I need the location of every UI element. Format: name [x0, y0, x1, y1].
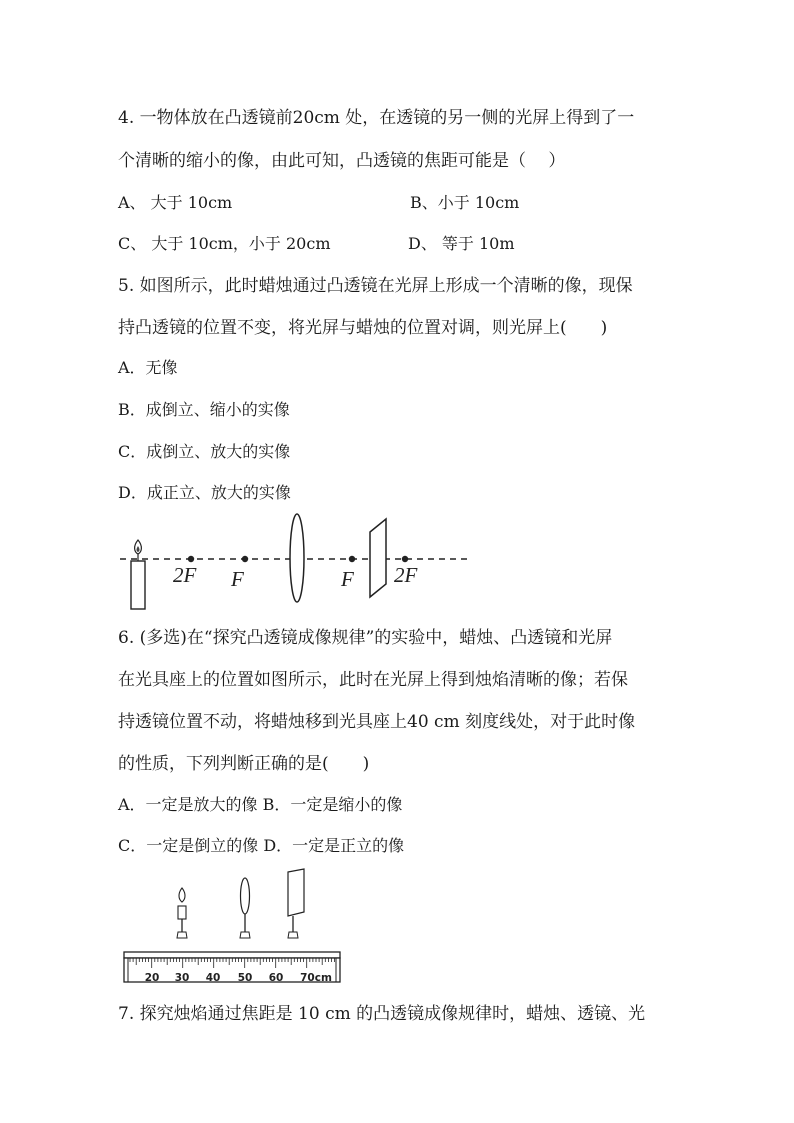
- focal-point-2f-left: [188, 556, 194, 562]
- label-2f-left: 2F: [173, 563, 197, 587]
- focal-point-f-right: [349, 556, 355, 562]
- ruler-tick-60: 60: [268, 972, 284, 984]
- label-f-left: F: [231, 567, 244, 591]
- ruler-tick-20: 20: [144, 972, 160, 984]
- focal-point-f-left: [242, 556, 248, 562]
- q4-stem-line2: 个清晰的缩小的像，由此可知，凸透镜的焦距可能是（ ）: [118, 151, 566, 171]
- candle-icon: [131, 540, 145, 609]
- focal-point-2f-right: [402, 556, 408, 562]
- q4-option-c: C、 大于 10cm，小于 20cm: [118, 234, 331, 253]
- q6-options-ab: A．一定是放大的像 B．一定是缩小的像: [118, 795, 403, 814]
- q4-option-b: B、小于 10cm: [410, 193, 520, 212]
- ruler-tick-30: 30: [174, 972, 190, 984]
- q5-stem-line2: 持凸透镜的位置不变，将光屏与蜡烛的位置对调，则光屏上( ): [118, 318, 608, 338]
- q5-option-a: A．无像: [118, 358, 178, 377]
- convex-lens-icon: [290, 514, 304, 602]
- q5-lens-diagram: [120, 512, 480, 612]
- q5-option-b: B．成倒立、缩小的实像: [118, 400, 290, 419]
- label-f-right: F: [341, 567, 354, 591]
- ruler-tick-40: 40: [205, 972, 221, 984]
- q4-stem-line1: 4. 一物体放在凸透镜前20cm 处，在透镜的另一侧的光屏上得到了一: [118, 108, 635, 128]
- q6-options-cd: C．一定是倒立的像 D．一定是正立的像: [118, 836, 405, 855]
- q6-stem-line4: 的性质，下列判断正确的是( ): [118, 754, 370, 774]
- q5-option-d: D．成正立、放大的实像: [118, 483, 291, 502]
- q6-stem-line1: 6. (多选)在“探究凸透镜成像规律”的实验中，蜡烛、凸透镜和光屏: [118, 628, 613, 648]
- q6-stem-line2: 在光具座上的位置如图所示，此时在光屏上得到烛焰清晰的像；若保: [118, 670, 628, 690]
- q5-stem-line1: 5. 如图所示，此时蜡烛通过凸透镜在光屏上形成一个清晰的像，现保: [118, 276, 633, 296]
- candle-icon: [177, 888, 187, 938]
- q4-option-a: A、 大于 10cm: [118, 193, 233, 212]
- q6-stem-line3: 持透镜位置不动，将蜡烛移到光具座上40 cm 刻度线处，对于此时像: [118, 712, 636, 732]
- q4-option-d: D、 等于 10m: [408, 234, 515, 253]
- ruler-tick-50: 50: [237, 972, 253, 984]
- q7-stem-line1: 7. 探究烛焰通过焦距是 10 cm 的凸透镜成像规律时，蜡烛、透镜、光: [118, 1004, 646, 1024]
- q6-optical-bench-diagram: [120, 868, 350, 986]
- light-screen-icon: [370, 519, 386, 597]
- ruler-tick-70cm: 70cm: [300, 972, 332, 984]
- convex-lens-icon: [240, 878, 250, 938]
- light-screen-icon: [288, 869, 304, 938]
- q5-option-c: C．成倒立、放大的实像: [118, 442, 291, 461]
- label-2f-right: 2F: [394, 563, 418, 587]
